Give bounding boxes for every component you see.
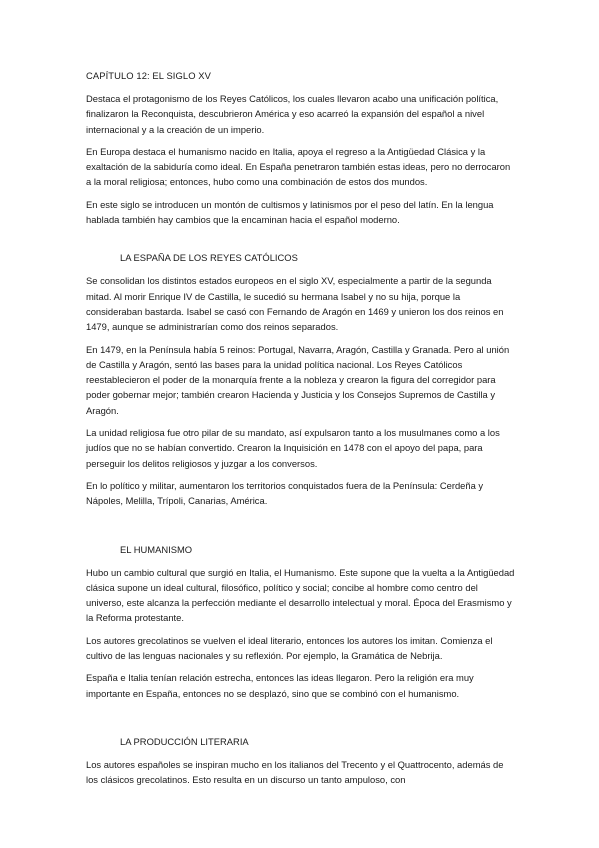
intro-paragraph: En Europa destaca el humanismo nacido en Italia, apoya el regreso a la Antigüedad Clásica y la exaltación de la sabiduría como ideal. En España penetraron también estas ideas, pero no derrocaron a la moral religiosa; entonces, hubo como una combinación de estos dos mundos. xyxy=(86,145,511,188)
section-spacer xyxy=(86,708,516,735)
section-heading-produccion: LA PRODUCCIÓN LITERARIA xyxy=(120,735,249,747)
intro-paragraph: Destaca el protagonismo de los Reyes Católicos, los cuales llevaron acabo una unificación política, finalizaron la Reconquista, descubrieron América y eso acarreó la expansión del español a nivel internacional y a la creación de un imperio. xyxy=(86,93,499,135)
body-paragraph: La unidad religiosa fue otro pilar de su mandato, así expulsaron tanto a los musulmanes como a los judíos que no se habían convertido. Crearon la Inquisición en 1478 con el apoyo del papa, para perseguir los delitos religiosos y juzgar a los conversos. xyxy=(86,427,500,469)
section-heading-reyes: LA ESPAÑA DE LOS REYES CATÓLICOS xyxy=(120,252,298,264)
document-body xyxy=(86,69,516,795)
body-paragraph: Hubo un cambio cultural que surgió en Italia, el Humanismo. Este supone que la vuelta a la Antigüedad clásica supone un ideal cultural, filosófico, político y social; concibe al hombre como centro del universo, este alcanza la perfección mediante el desarrollo intelectual y moral. Época del Erasmismo y la Reforma protestante. xyxy=(86,566,515,624)
body-paragraph: Los autores españoles se inspiran mucho en los italianos del Trecento y el Quattrocento, además de los clásicos grecolatinos. Esto resulta en un discurso un tanto ampuloso, con xyxy=(86,758,504,786)
body-paragraph: En lo político y militar, aumentaron los territorios conquistados fuera de la Península: Cerdeña y Nápoles, Melilla, Trípoli, Canarias, América. xyxy=(86,479,484,507)
section-spacer xyxy=(86,234,516,251)
intro-paragraph: En este siglo se introducen un montón de cultismos y latinismos por el peso del latín. En la lengua hablada también hay cambios que la encaminan hacia el español moderno. xyxy=(86,198,494,226)
chapter-title: CAPÍTULO 12: EL SIGLO XV xyxy=(86,70,212,81)
body-paragraph: Se consolidan los distintos estados europeos en el siglo XV, especialmente a partir de la segunda mitad. Al morir Enrique IV de Castilla, le sucedió su hermana Isabel y no su hija, porque la consideraban bastarda. Isabel se casó con Fernando de Aragón en 1469 y unieron los dos reinos en 1479, aunque se administrarían como dos reinos separados. xyxy=(86,275,504,333)
section-spacer xyxy=(86,516,516,543)
body-paragraph: En 1479, en la Península había 5 reinos: Portugal, Navarra, Aragón, Castilla y Granada. Pero al unión de Castilla y Aragón, sentó las bases para la unidad política nacional. Los Reyes Católicos reestablecieron el poder de la monarquía frente a la nobleza y crearon la figura del corregidor para poder gobernar mejor; también crearon Hacienda y Justicia y los Consejos Supremos de Castilla y Aragón. xyxy=(86,343,510,416)
body-paragraph: Los autores grecolatinos se vuelven el ideal literario, entonces los autores los imitan. Comienza el cultivo de las lenguas nacionales y su reflexión. Por ejemplo, la Gramática de Nebrija. xyxy=(86,634,493,662)
body-paragraph: España e Italia tenían relación estrecha, entonces las ideas llegaron. Pero la religión era muy importante en España, entonces no se desplazó, sino que se combinó con el humanismo. xyxy=(86,672,474,699)
section-heading-humanismo: EL HUMANISMO xyxy=(120,543,193,555)
